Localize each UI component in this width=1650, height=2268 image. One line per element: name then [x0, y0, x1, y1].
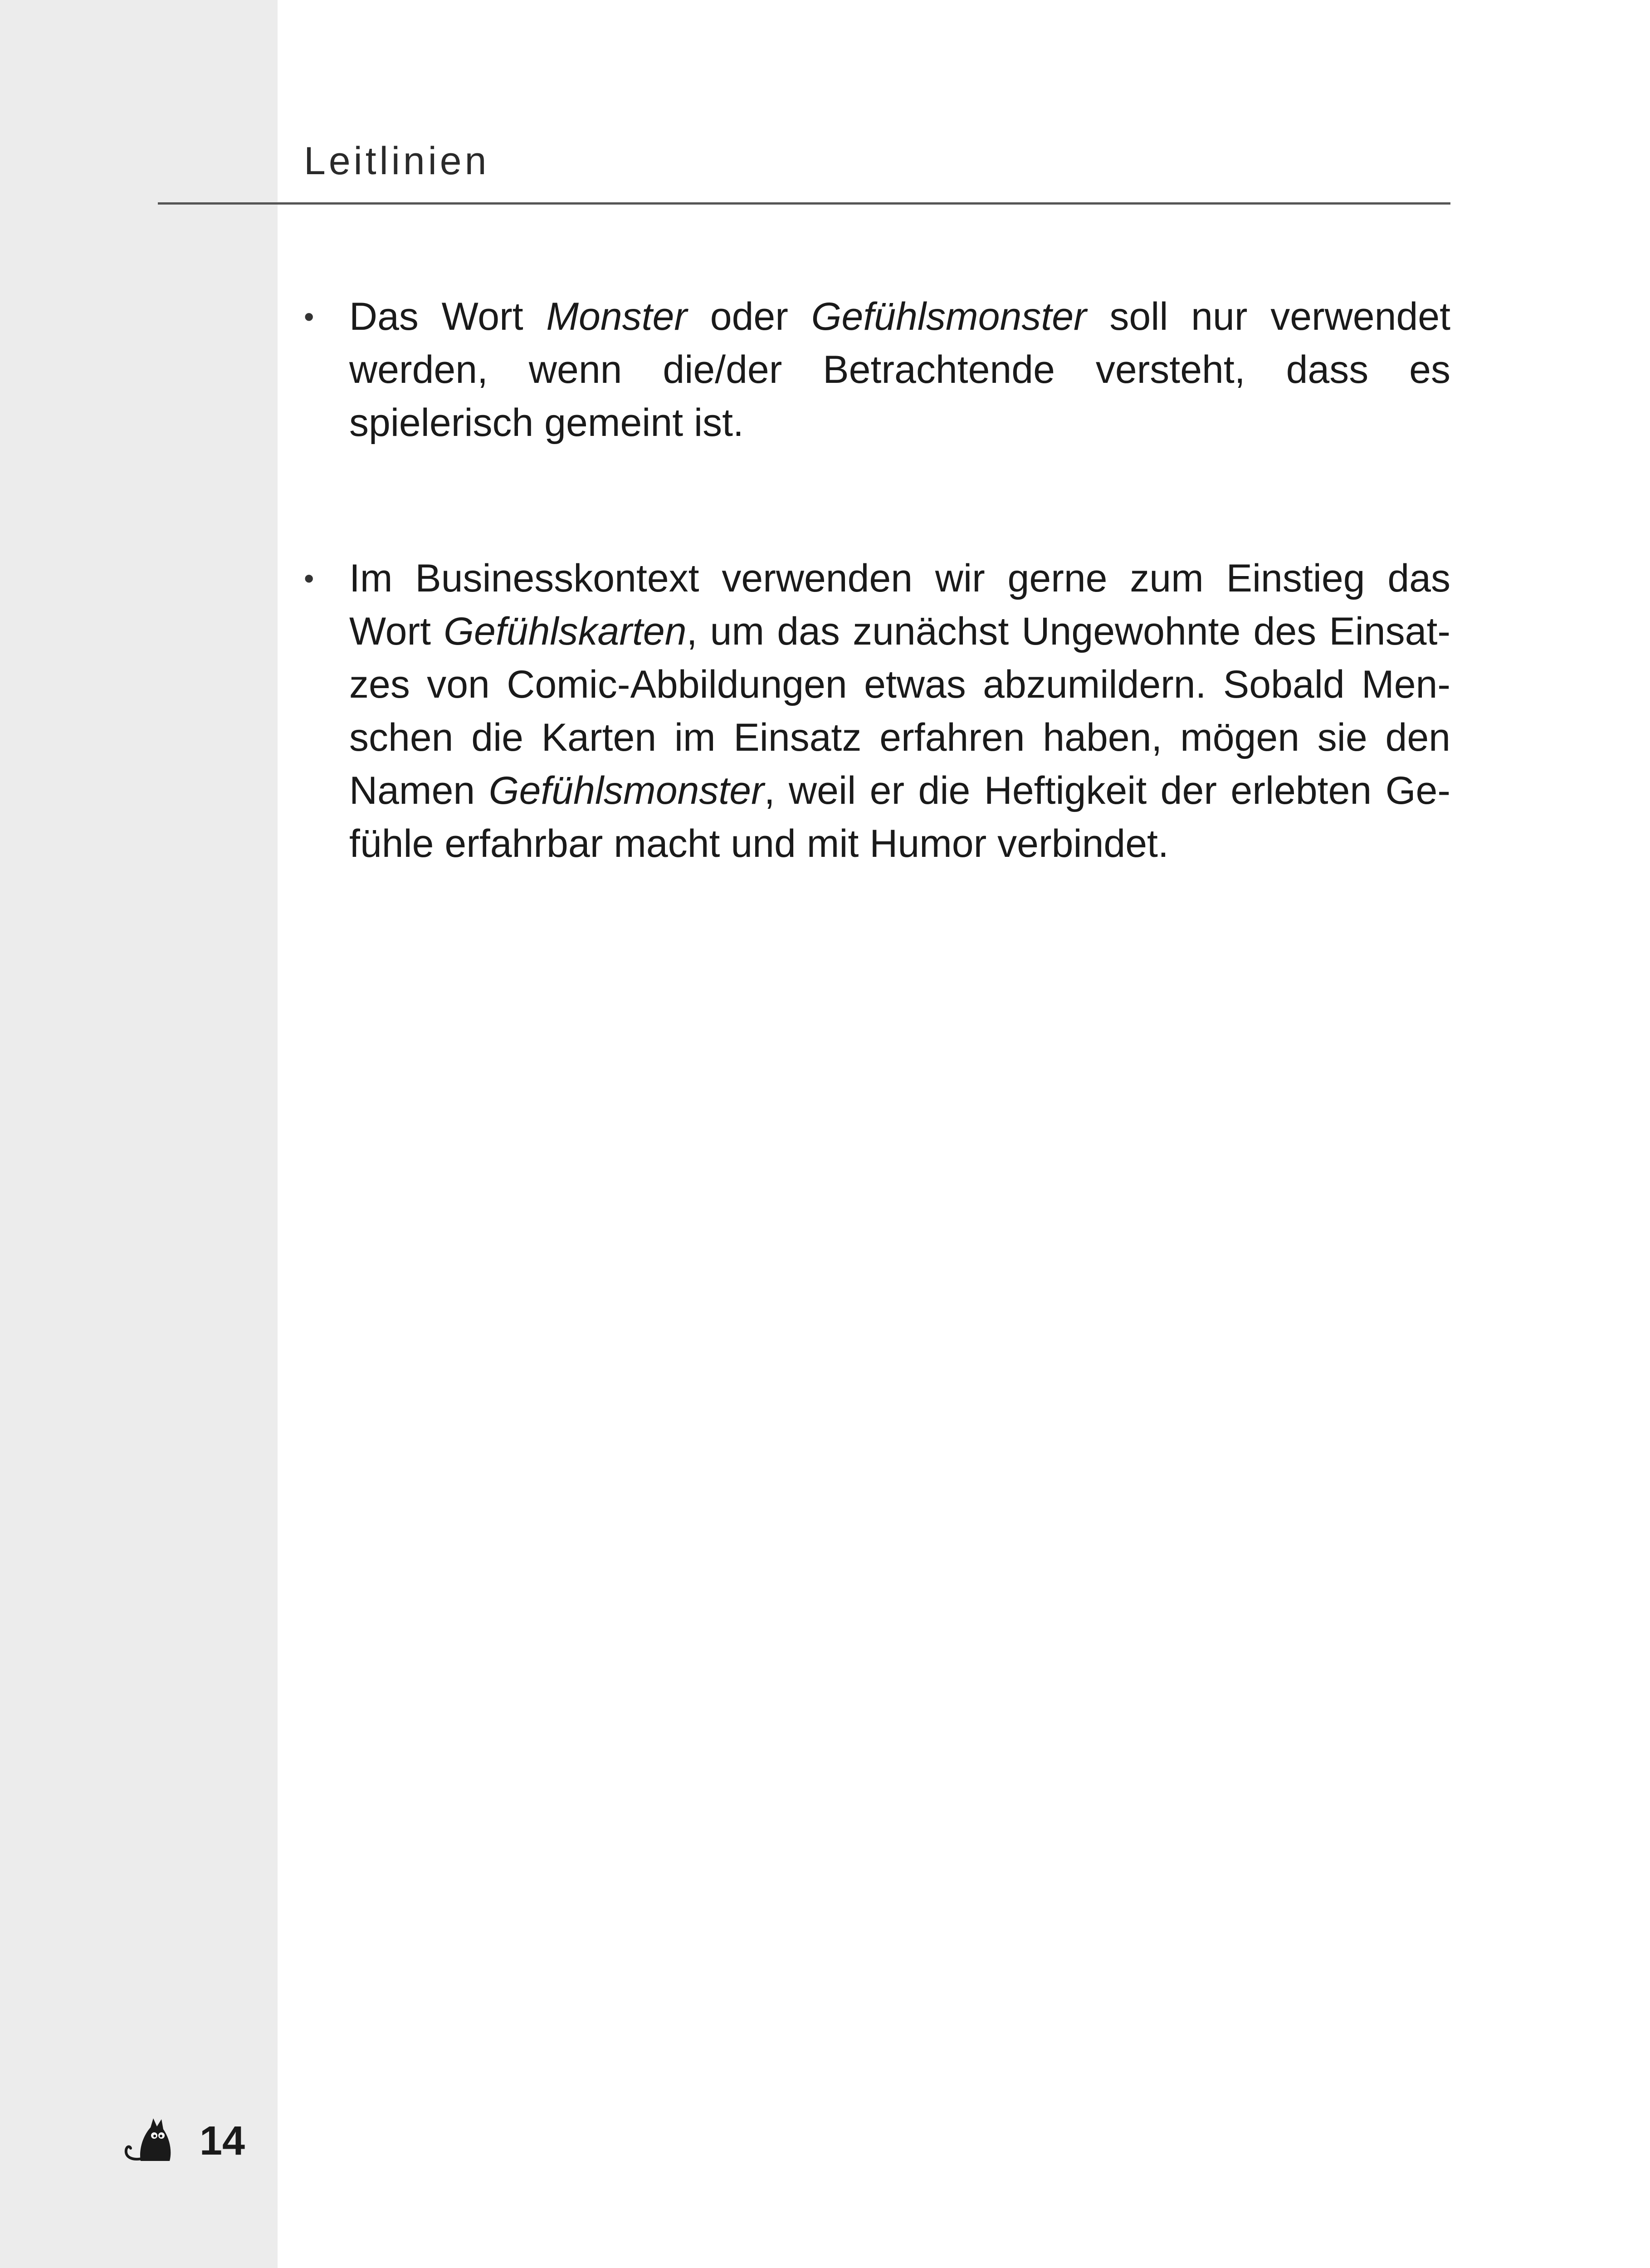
monster-mascot-icon [119, 2114, 187, 2168]
bullet-icon: • [304, 562, 314, 595]
header-rule [158, 202, 1450, 205]
list-item-text: Im Businesskontext verwenden wir gerne zum Einstieg das Wort Gefühlskarten, um das zunächst Ungewohnte des Einsatzes von Comic-Abbildungen etwas abzumildern. Sobald Menschen die Karten im Einsatz erfahren haben, mögen sie den Namen Gefühlsmonster, weil er die Heftigkeit der erlebten Gefühle erfahrbar macht und mit Humor verbindet. [349, 557, 1451, 865]
list-item [304, 290, 1450, 450]
page-margin-band [0, 0, 278, 2268]
list-item [304, 552, 1450, 870]
page-footer [119, 2114, 245, 2168]
bullet-icon: • [304, 300, 314, 333]
page-number: 14 [200, 2118, 245, 2164]
list-item-text: Das Wort Monster oder Gefühlsmonster soll nur verwendet werden, wenn die/der Betrachtende versteht, dass es spielerisch gemeint ist. [349, 295, 1450, 445]
page-body [304, 290, 1450, 973]
running-title: Leitlinien [304, 139, 490, 183]
